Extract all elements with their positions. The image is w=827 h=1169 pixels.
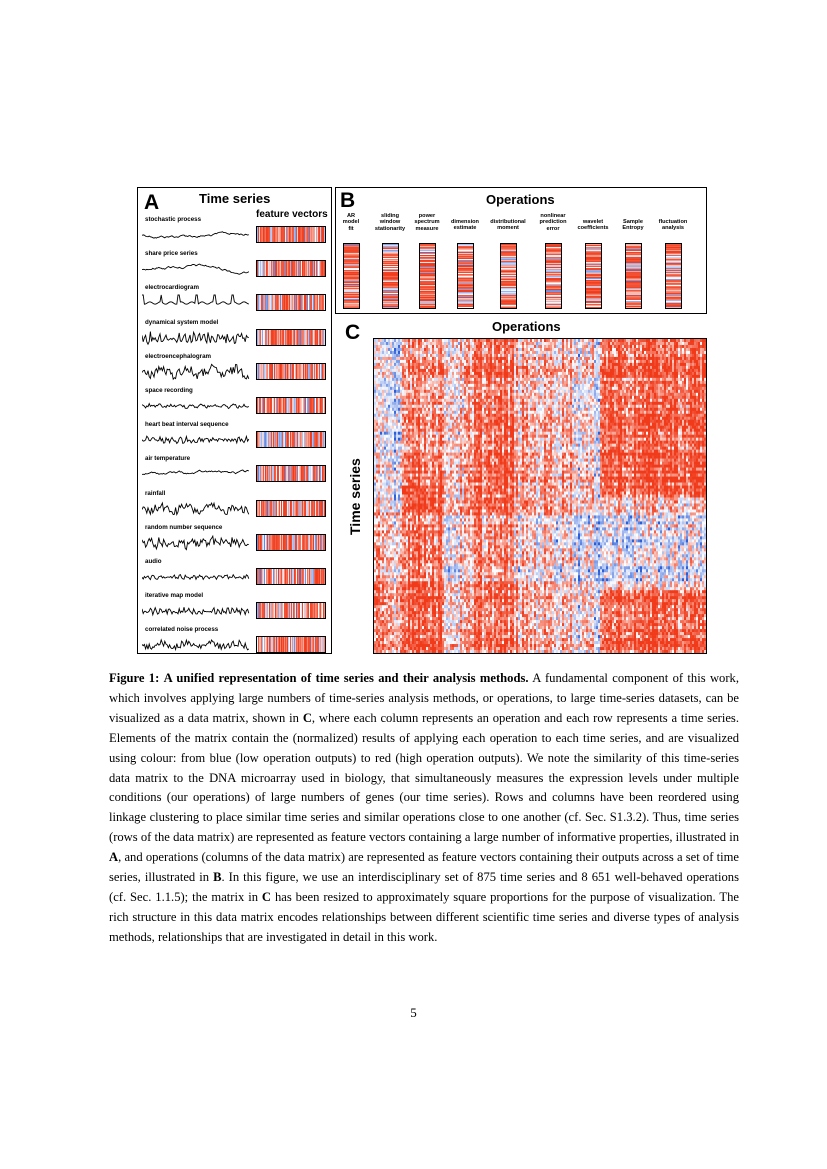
operation-vector-bar [382,243,399,309]
operation-label: power spectrum measure [414,213,440,232]
panel-b [335,187,707,314]
panel-a-label: A [144,191,160,214]
time-series-label: audio [145,558,162,565]
time-series-waveform [142,292,250,314]
time-series-waveform [142,498,250,520]
caption-label: Figure 1: [109,671,160,685]
time-series-label: dynamical system model [145,318,219,326]
time-series-label: rainfall [145,489,166,497]
operation-label: dimension estimate [451,219,479,232]
operation-vector-bar [419,243,436,309]
operation-vector-bar [625,243,642,309]
data-matrix-heatmap [374,339,706,653]
operation-label: AR model fit [342,213,360,232]
time-series-waveform [142,463,250,485]
time-series-label: stochastic process [145,216,202,223]
time-series-label: electrocardiogram [145,284,199,292]
time-series-label: heart beat interval sequence [145,421,229,429]
time-series-waveform [142,566,250,588]
feature-vector-bar [256,465,326,482]
time-series-waveform [142,395,250,417]
panel-c-label: C [345,321,361,344]
feature-vector-bar [256,329,326,346]
data-matrix [373,338,707,654]
operation-vector-bar [500,243,517,309]
operation-vector-bar [665,243,682,309]
feature-vector-bar [256,568,326,585]
feature-vector-bar [256,534,326,551]
time-series-waveform [142,634,250,656]
feature-vector-bar [256,363,326,380]
time-series-waveform [142,224,250,246]
feature-vector-bar [256,226,326,243]
caption-ref-c: C [261,889,272,904]
feature-vector-bar [256,431,326,448]
caption-text: , and operations (columns of the data matrix) are represented as feature vectors containing their outputs across a set of time series, illustrated in [109,850,739,885]
time-series-label: electroencephalogram [145,352,212,360]
caption-title: A unified representation of time series and their analysis methods. [163,671,529,685]
time-series-waveform [142,327,250,349]
time-series-waveform [142,600,250,622]
operation-label: sliding window stationarity [374,213,406,232]
time-series-label: random number sequence [145,523,223,531]
panel-a-title: Time series [199,191,271,206]
caption-ref-c: C [302,710,312,725]
operation-label: fluctuation analysis [658,219,688,232]
caption-text: has been resized to approximately square proportions for the purpose of visualization. The rich structure in this data matrix encodes relationships between different scientific time series and diverse types of analysis methods, relationships that are investigated in detail in this work. [109,889,739,944]
caption-ref-b: B [213,870,222,885]
time-series-waveform [142,532,250,554]
feature-vector-bar [256,500,326,517]
caption-text: . In this figure, we use an interdisciplinary set of 875 time series and 8 651 well-behaved operations (cf. Sec. 1.1.5); the matrix in [109,870,739,904]
caption-ref-a: A [109,850,119,865]
operation-label: Sample Entropy [622,219,644,232]
time-series-waveform [142,429,250,451]
time-series-label: space recording [145,387,193,394]
time-series-label: correlated noise process [145,626,219,634]
operation-label: wavelet coefficients [577,219,609,232]
operation-label: nonlinear prediction error [539,213,567,232]
operation-vector-bar [343,243,360,309]
operation-label: distributional moment [490,219,526,232]
feature-vector-bar [256,294,326,311]
feature-vector-bar [256,636,326,653]
caption-text: , where each column represents an operation and each row represents a time series. Elements of the matrix contain the (normalized) results of applying each operation to each time series, and are visualized using colour: from blue (low operation outputs) to red (high operation outputs). We note the similarity of this time-series data matrix to the DNA microarray used in biology, that simultaneously measures the expression levels under multiple conditions (our operations) of large numbers of genes (our time series). Rows and columns have been reordered using linkage clustering to place similar time series and similar operations close to one another (cf. Sec. S1.3.2). Thus, time series (rows of the data matrix) are represented as feature vectors containing a large number of informative properties, illustrated in [109,710,739,845]
panel-b-title: Operations [486,192,555,207]
panel-b-label: B [340,189,356,212]
page-number: 5 [410,1005,417,1020]
panel-c-ylabel: Time series [347,458,363,535]
time-series-label: iterative map model [145,592,204,600]
panel-c-title: Operations [492,319,561,334]
feature-vector-bar [256,397,326,414]
feature-vector-bar [256,602,326,619]
time-series-waveform [142,361,250,383]
time-series-waveform [142,258,250,280]
operation-vector-bar [545,243,562,309]
figure-caption [109,669,739,948]
operation-vector-bar [457,243,474,309]
time-series-label: share price series [145,250,198,258]
time-series-label: air temperature [145,455,191,463]
operation-vector-bar [585,243,602,309]
feature-vectors-label: feature vectors [256,209,328,220]
caption-text: A fundamental component of this work, which involves applying large numbers of time-series analysis methods, or operations, to large time-series datasets, can be visualized as a data matrix, shown in [109,671,739,725]
panel-a [137,187,332,654]
feature-vector-bar [256,260,326,277]
